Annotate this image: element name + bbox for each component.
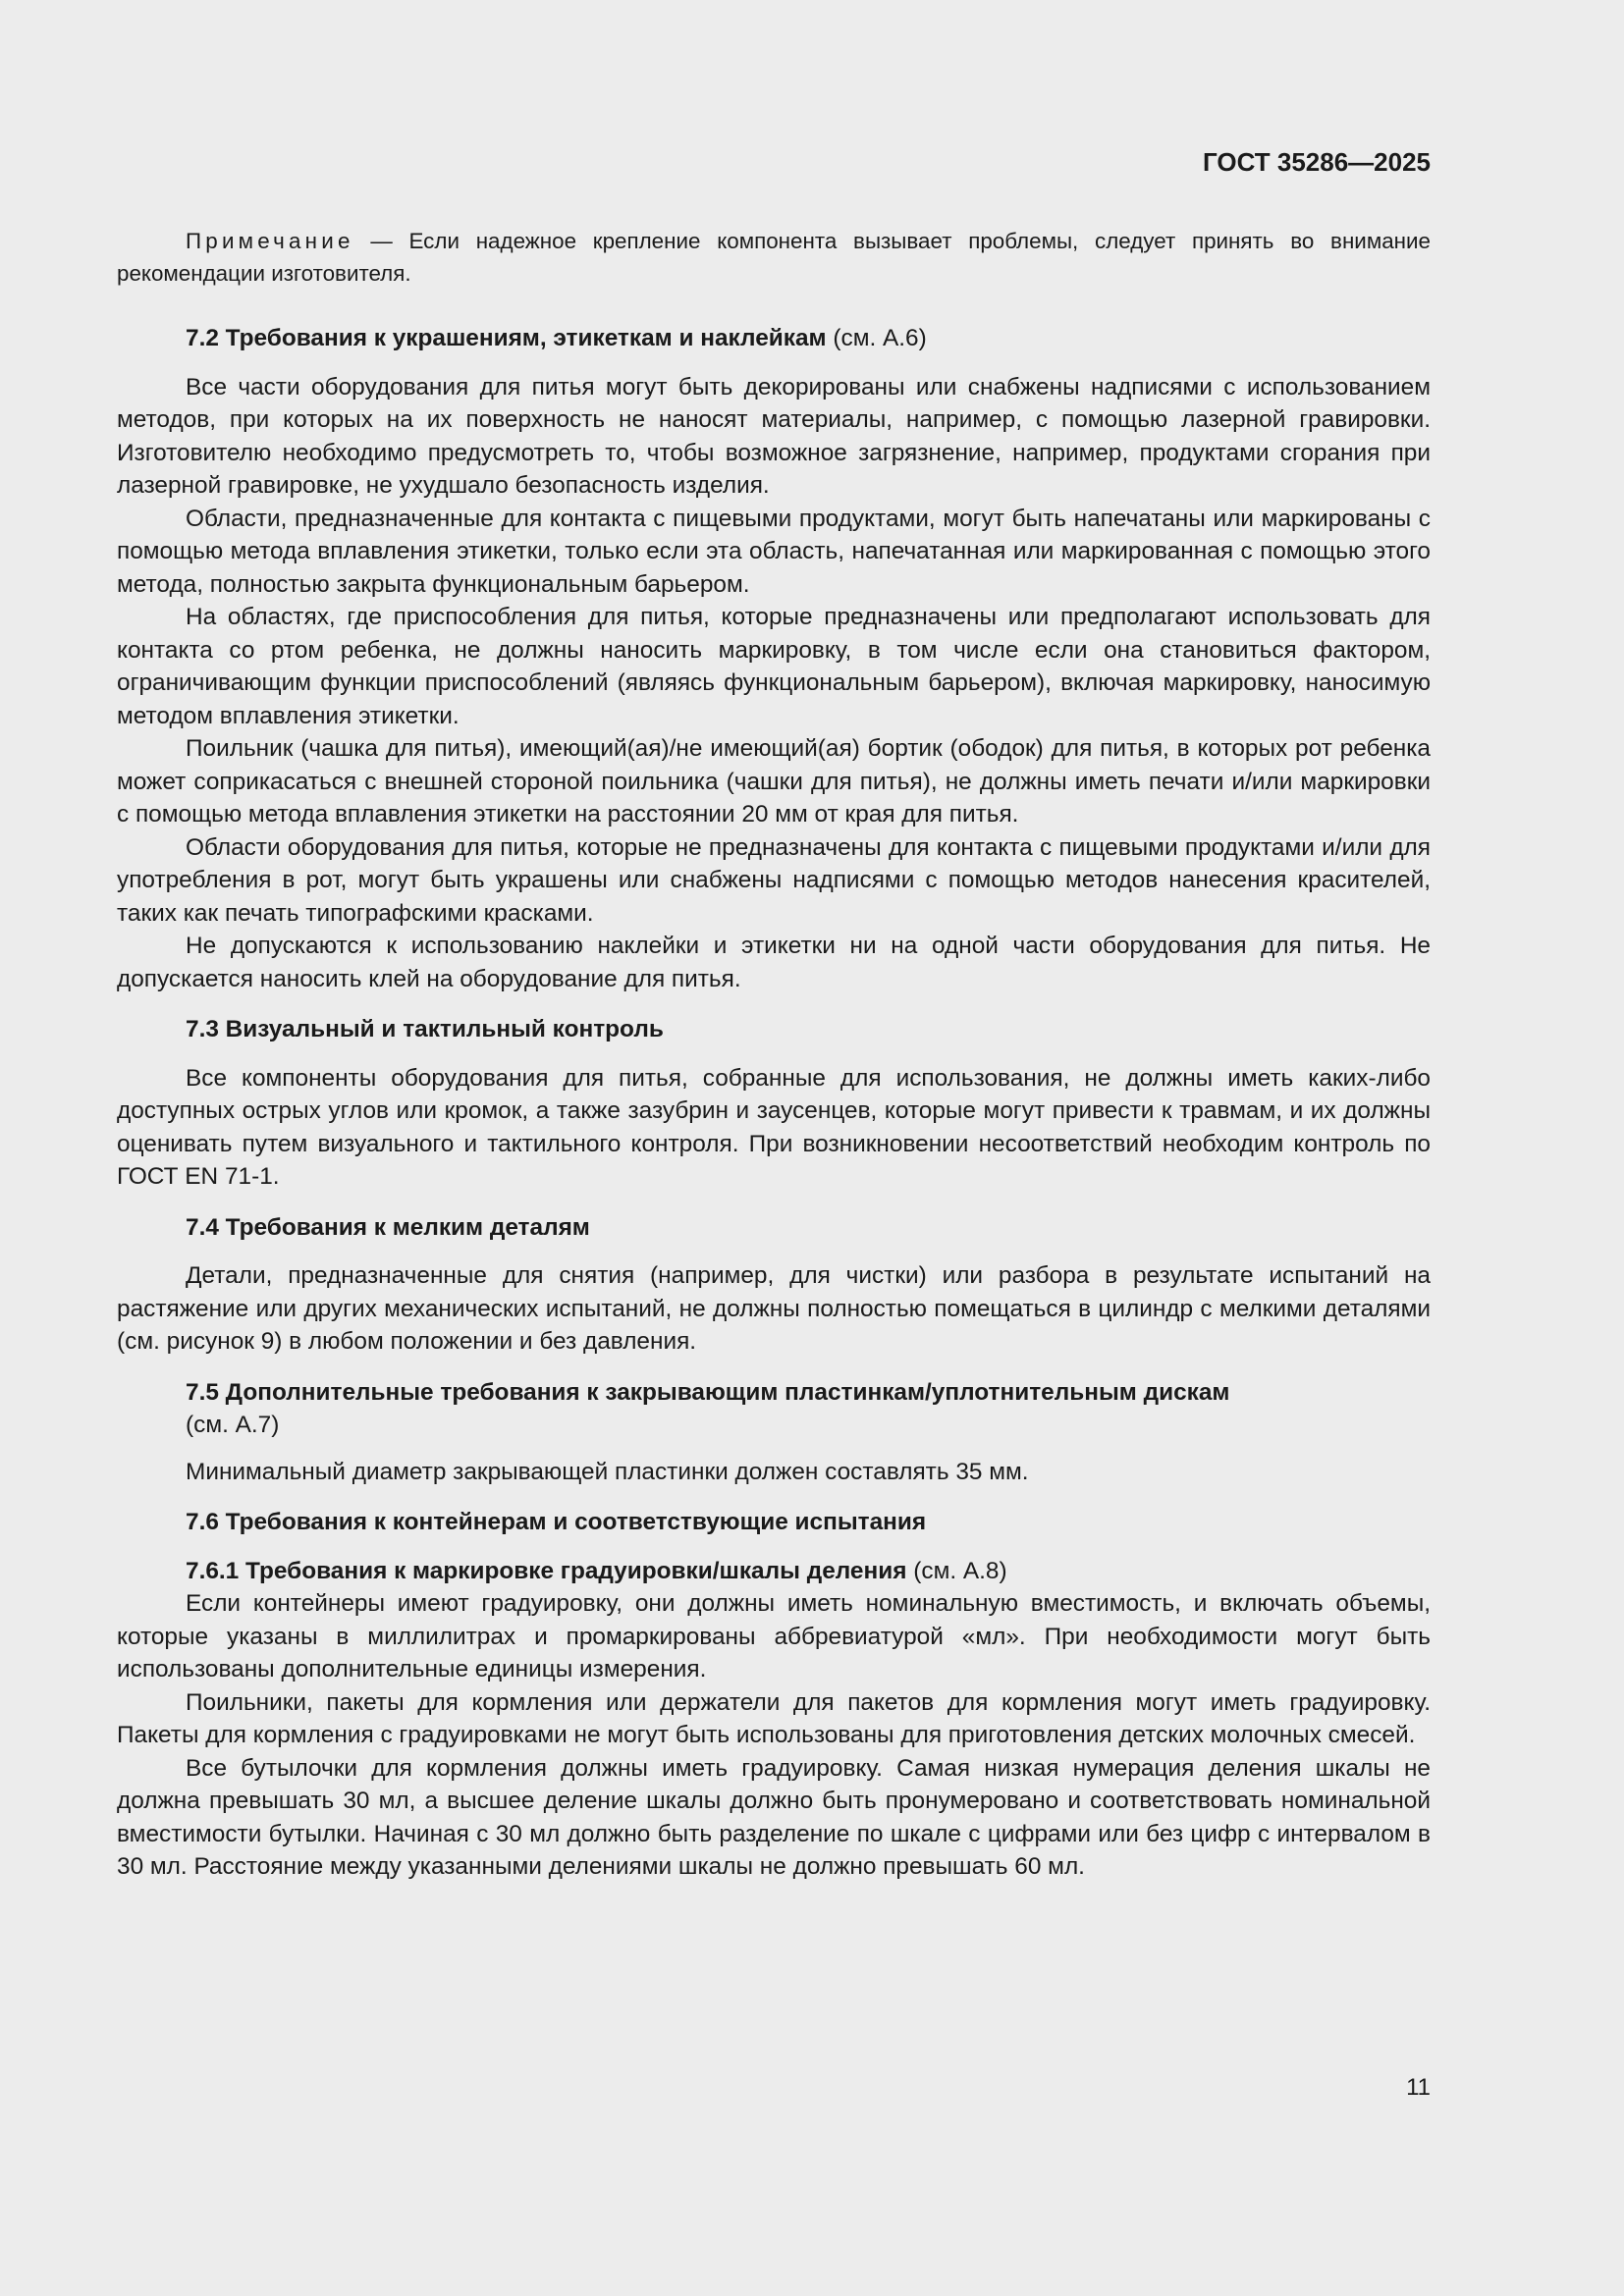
section-title: 7.6.1 Требования к маркировке градуировки/шкалы деления: [186, 1557, 907, 1584]
section-ref: (см. А.7): [186, 1412, 280, 1438]
paragraph: Все части оборудования для питья могут быть декорированы или снабжены надписями с использованием методов, при которых на их поверхность не наносят материалы, например, с помощью лазерной гравировки. Изготовителю необходимо предусмотреть то, чтобы возможное загрязнение, например, продуктами сгорания при лазерной гравировке, не ухудшало безопасность изделия.: [117, 373, 1431, 499]
section-7-3-heading: [117, 1013, 1431, 1046]
paragraph: Не допускаются к использованию наклейки и этикетки ни на одной части оборудования для питья. Не допускается наносить клей на оборудование для питья.: [117, 933, 1431, 992]
note-label: Примечание: [186, 229, 354, 253]
section-7-5-heading: [117, 1376, 1431, 1410]
paragraph: Поильники, пакеты для кормления или держатели для пакетов для кормления могут иметь градуировку. Пакеты для кормления с градуировками не могут быть использованы для приготовления детских молочных смесей.: [117, 1688, 1431, 1748]
section-7-6-heading: [117, 1506, 1431, 1539]
section-title: 7.4 Требования к мелким деталям: [186, 1213, 590, 1241]
paragraph: Минимальный диаметр закрывающей пластинки должен составлять 35 мм.: [186, 1458, 1029, 1485]
paragraph: Области оборудования для питья, которые не предназначены для контакта с пищевыми продуктами и/или для употребления в рот, могут быть украшены или снабжены надписями с помощью методов нанесения красителей, таких как печать типографскими красками.: [117, 833, 1431, 927]
paragraph: Поильник (чашка для питья), имеющий(ая)/не имеющий(ая) бортик (ободок) для питья, в которых рот ребенка может соприкасаться с внешней стороной поильника (чашки для питья), не должны иметь печати и/или маркировки с помощью метода вплавления этикетки на расстоянии 20 мм от края для питья.: [117, 735, 1431, 828]
document-id: ГОСТ 35286—2025: [1203, 147, 1431, 177]
section-7-6-1-heading: [117, 1555, 1431, 1588]
section-title: 7.3 Визуальный и тактильный контроль: [186, 1016, 664, 1042]
section-7-2-heading: [117, 322, 1431, 355]
paragraph: Все бутылочки для кормления должны иметь градуировку. Самая низкая нумерация деления шкалы не должна превышать 30 мл, а высшее деление шкалы должно быть пронумеровано и соответствовать номинальной вместимости бутылки. Начиная с 30 мл должно быть разделение по шкале с цифрами или без цифр с интервалом в 30 мл. Расстояние между указанными делениями шкалы не должно превышать 60 мл.: [117, 1754, 1431, 1880]
section-7-4-heading: [117, 1211, 1431, 1245]
section-ref: (см. А.6): [826, 325, 927, 351]
note: [117, 225, 1431, 290]
paragraph: Области, предназначенные для контакта с пищевыми продуктами, могут быть напечатаны или маркированы с помощью метода вплавления этикетки, только если эта область, напечатанная или маркированная с помощью этого метода, полностью закрыта функциональным барьером.: [117, 505, 1431, 598]
paragraph: Если контейнеры имеют градуировку, они должны иметь номинальную вместимость, и включать объемы, которые указаны в миллилитрах и промаркированы аббревиатурой «мл». При необходимости могут быть использованы дополнительные единицы измерения.: [117, 1590, 1431, 1682]
page-content: [117, 225, 1431, 1884]
page-number: 11: [1406, 2074, 1431, 2101]
paragraph: На областях, где приспособления для питья, которые предназначены или предполагают использовать для контакта со ртом ребенка, не должны наносить маркировку, в том числе если она становиться фактором, ограничивающим функции приспособлений (являясь функциональным барьером), включая маркировку, наносимую методом вплавления этикетки.: [117, 604, 1431, 729]
section-title: 7.2 Требования к украшениям, этикеткам и наклейкам: [186, 325, 827, 351]
section-ref: (см. А.8): [906, 1557, 1007, 1584]
section-title: 7.5 Дополнительные требования к закрывающим пластинкам/уплотнительным дискам: [186, 1378, 1230, 1406]
section-title: 7.6 Требования к контейнерам и соответствующие испытания: [186, 1509, 927, 1535]
paragraph: Все компоненты оборудования для питья, собранные для использования, не должны иметь каких-либо доступных острых углов или кромок, а также зазубрин и заусенцев, которые могут привести к травмам, и их должны оценивать путем визуального и тактильного контроля. При возникновении несоответствий необходим контроль по ГОСТ EN 71-1.: [117, 1064, 1431, 1190]
paragraph: Детали, предназначенные для снятия (например, для чистки) или разбора в результате испытаний на растяжение или других механических испытаний, не должны полностью помещаться в цилиндр с мелкими деталями (см. рисунок 9) в любом положении и без давления.: [117, 1262, 1431, 1355]
note-text: — Если надежное крепление компонента вызывает проблемы, следует принять во внимание рекомендации изготовителя.: [117, 229, 1431, 286]
